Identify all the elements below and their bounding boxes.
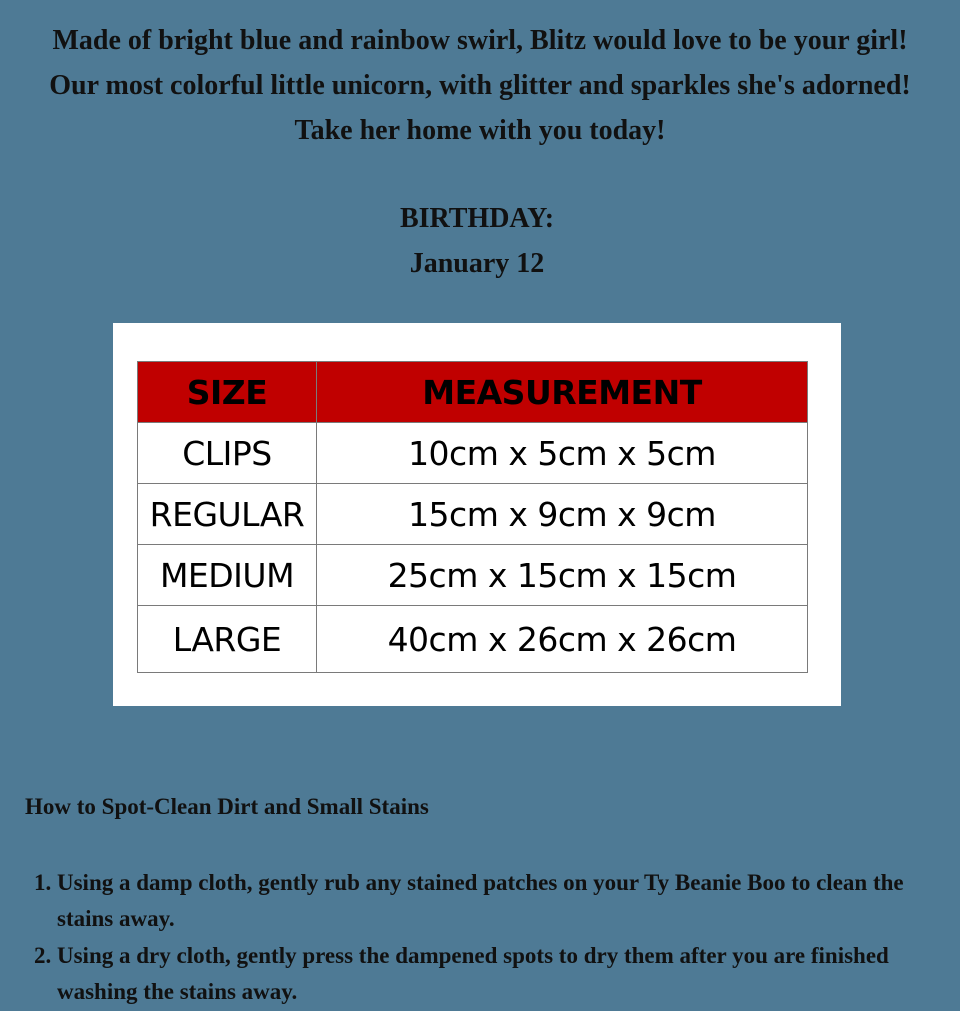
measurement-column-header: MEASUREMENT [317,362,808,423]
size-cell: REGULAR [138,484,317,545]
care-instructions-list [0,865,917,1011]
birthday-label: BIRTHDAY: [399,203,555,234]
table-row [138,423,808,484]
birthday-date: January 12 [409,248,545,279]
size-column-header: SIZE [138,362,317,423]
size-chart-header-row [138,362,808,423]
size-chart-image [113,323,841,706]
measurement-cell: 10cm x 5cm x 5cm [317,423,808,484]
birthday-block [0,196,954,286]
care-step: 1. Using a damp cloth, gently rub any stained patches on your Ty Beanie Boo to clean the stains away. [57,865,917,937]
product-description [0,18,960,153]
description-line-3: Take her home with you today! [294,115,666,146]
size-cell: MEDIUM [138,545,317,606]
size-chart-table [137,361,808,673]
measurement-cell: 15cm x 9cm x 9cm [317,484,808,545]
table-row [138,606,808,673]
size-cell: CLIPS [138,423,317,484]
description-line-1: Made of bright blue and rainbow swirl, Blitz would love to be your girl! [52,25,908,56]
table-row [138,545,808,606]
care-step: 2. Using a dry cloth, gently press the dampened spots to dry them after you are finished washing the stains away. [57,938,917,1010]
description-line-2: Our most colorful little unicorn, with glitter and sparkles she's adorned! [49,70,911,101]
table-row [138,484,808,545]
size-cell: LARGE [138,606,317,673]
care-instructions-heading: How to Spot-Clean Dirt and Small Stains [25,794,429,819]
measurement-cell: 40cm x 26cm x 26cm [317,606,808,673]
measurement-cell: 25cm x 15cm x 15cm [317,545,808,606]
